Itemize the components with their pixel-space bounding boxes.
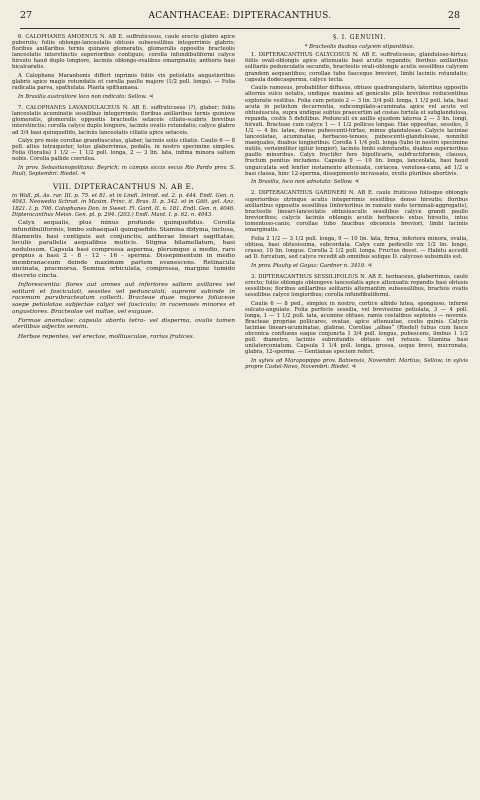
genus-characters: Calyx aequalis, plus minus profunde quinquefidus. Corolla infundibuliformis, limbo subaequali quinquefido. Stamina didyma, inclusa, filamentis basi contiguis aut conjunctis; antherae lineari sagittatae, loculis parallelis aequalibus muticis. Stigma bilamellatum, basi nodulosum. Capsula basi compressa asperma, plerumque a medio, raro propius a basi 2 - 8 - 12 - 16 - sperma. Dissepimentum in medio membranaceum deinde maximam partem evanescens. Retinacula uncinata, pracmorsa. Semina orbiculata, compressa, margine tumido discreto cincta. (12, 220, 235, 280)
species-2-title: 2. DIPTERACANTHUS GARDNERI N. AB E. (251, 190, 374, 197)
species-1-description: Caulis ramosus, probabiliter diffusus, obtuse quadrangularis, lateribus oppositis alternis sulco notatis, undique maximo ad geniculis pilis brevibus reducentibus exploratis vestitus. Folia cum petiolo 2 — 3 lin. 3/4 poll. longa, 1 1/2 poll. lata, basi acuta in petiolum decurrentia, subcompilato-acuminata apice vel acuto vel obtusiuscula, supra undique subtus praecertim ad costas hirtula et subglandulosa, repanda, costis 5 debilibus. Pedunculi ex axillis ejusdem laterea 2 — 3 lin. longi, hirsuti. Bracteae cum calyce 1 — 1 1/2 pollices longae. Hae oppositae, sessiles, 3 1/2 — 4 lin. latae, dense pubescenti-hirtae, minus glandulosae. Calycis laciniae lanceolatae, acuminatae, herbaceo-tenues, pubescenti-glandulosae, nonnihil inaequales, duabus longioribus. Corolla 1 1/4 poll. longa (tubo in nostro specimine nutilo, verisimiliter igitur longior), laciniis limbi subrotundis, duabus superioribus paullo minoribus. Calyx fructifer fere bipollicaris, subfructiformis, clausus, fructum penitus includens. Capsula 9 — 10 lin. longa, lanceolata, basi haud unguiculata sed leniter instamento attenuata, coriacea, venulosa-cana, ad 1/2 a basi clausa, hinc 12-sperma, dissepimento incrassato, ovulis pluribus abortivis. (245, 85, 468, 177)
running-title: ACANTHACEAE: DIPTERACANTHUS. (148, 11, 332, 21)
species-6-entry (12, 34, 235, 71)
species-1-diagnosis: suffruticosus, glanduloso-hirtus; foliis ovali-oblongis apice attenuatis basi acutis repandis; floribus axillaribus solitariis pedunculatis secundis, bracteolis ovali-oblongis acutis sessilibus calycem grandem aequantibus; corollae tubo fauceque breviori, limbi laciniis rotundatis; capsula dodecasperma, calyce tecta. (245, 52, 468, 83)
species-7-locality: In prov. Sebastianopolitana: Beyrich; in campis siccis secus Rio Pardo prov. S. Pauli, Septembri: Riedel. ♃ (12, 165, 235, 178)
right-page-number: 28 (447, 10, 460, 21)
left-page-number: 27 (20, 10, 33, 21)
species-7-entry (12, 105, 235, 135)
species-1-entry (245, 52, 468, 82)
species-3-diagnosis: herbaceus, glaberrimus, caule erecto; foliis oblongis oblongove lanceolatis apice attenuatis repandis basi obtusis sessilibus; floribus axillaribus solitariis alternantim subsessilibus, bracteis ovatis sessilibus calyce longioribus; corolla infundibuliformi. (245, 273, 468, 299)
species-2-entry (245, 190, 468, 233)
species-7-diagnosis: suffruticosus (?), glaber; foliis lanceolatis acuminatis sessilibus integerrimis; floribus axillaribus ternis quinisve glomeratis, glomerulis oppositis bracteolis setaceis ciliato-scabris brevibus interstinctis; corolla calyce duplo longiore, laciniis ovatis rotundatis; calyce glabro ad 3/4 basi quinquefido, laciniis lanceolatis ciliatis apice setaceis. (12, 105, 235, 136)
genus-formae: Formae anomalae: capsula abortu tetra- vel disperma, ovulis tamen sterilibus adjectis semini. (12, 317, 235, 331)
section-title: §. I. GENUINI. (333, 34, 386, 41)
species-3-description: Caulis 6 — 8 ped., simplex in nostro, cortice albido lutea, spongioso, inferne sulcato-angulate. Folia perfecte sessilia, vel brevissime petiolata, 3 — 4 poll. longa, 1 — 1 1/2 poll. lata, acumine obtuso, ramis costalibus septenis — novenis. Bracteae propriae pollicares, ovatae, apice attenuatae, costis quinis. Calycis laciniae lineari-acuminatae, glabrae. Corollae „albae“ (Riedel) tubus cum fauce obconica confluens eaque conjuncta 1 3/4 poll. longus, pubescens, limbus 1 1/2 poll. diametro, laciniis subrotundis obtusis vel retusis. Stamina basi unilaterconiatum. Capsula 1 1/4 poll. longa, grossa, usque brevi, mucronata, glabra, 12-sperma. — Gentianae speciem refert. (245, 300, 468, 356)
text-columns (12, 34, 468, 792)
species-6-note: A Calophane Maranhonis differt inprimis foliis vix petiolatis angustioribus glabris apice magis rotundatis et corolla paullo majore (1/2 poll. longa). — Folia radicalia parva, spathulata. Planta spithamaea. (12, 73, 235, 92)
species-1-title: 1. DIPTERACANTHUS CALYCOSUS N. AB E. (251, 52, 378, 59)
species-7-title: 7. CALOPHANES LAVANDULACEUS N. AB E. (18, 105, 148, 112)
species-2-description: Folia 2 1/2 — 3 1/2 poll. longa, 9 — 10 lin. lata, firma, inferiora minora, ovalia, obtusa, basi obtusissima, subcordata. Calyx cum pedicello vix 1/2 lin. longo, crasso, 10 lin. longus. Corolla 2 1/2 poll. longa. Fructus deest. — Habitu accedit ad D. furcatum, sed calyce recedit ab omnibus solique D. calycoso subsimilis est. (245, 235, 468, 260)
species-6-diagnosis: suffruticosus, caule erecto glabro apice puberulo; foliis oblongo-lanceolatis obtusis subsessilibus integerrimis glabris; floribus axillaribus ternis quinave glomeratis, glomerulis oppositis bracteolis lanceolatis interstinctis superioribus contiguis; corolla infundibuliformi calyce hirsuto haud duplo longiore, laciniis oblongo-ovalibus emarginatis; antheris basi bicalcaratis. (12, 34, 235, 71)
species-6-locality: In Brasilia australiore loco non indicato: Sellow. ♃ (18, 94, 154, 101)
page-header (20, 10, 460, 29)
genus-herbae: Herbae repentes, vel erectae, molliusculae, rarius frutices. (18, 333, 195, 340)
left-column (12, 34, 235, 792)
species-7-note: Calyx pro mole corollae grandiusculus, glaber, laciniis solis ciliatis. Caulis 6 — 8 poll. altus tetraqueter, totus glaberrimus, pedalis, in nostro specimine simplex. Folia (floralia) 1 1/2 — 1 1/2 poll. longa, 2 — 3 lin. lata, infima minora saltem nobis. Corolla pallide coerulea. (12, 138, 235, 163)
species-2-diagnosis: caule fruticoso foliisque oblongis superioribus utrinque acutis integerrimis sessilibus dense hirsutis; floribus axillaribus oppositis sessilibus (inferioribus in ramulo nudo terminali-aggregatis), bracteolis lineari-lanceolatis obtusiusculis sessilibus calyce grandi paullo brevioribus; calycis laciniis oblongis acutis herbaceis extus hirsutis, intus tomentoso-canis; corollae tubo faucibus obconicis breviori, limbi laciniis emarginatis. (245, 190, 468, 233)
section-subtitle: * Bracteolis duabus calycem stipantibus. (304, 43, 415, 50)
species-3-locality: In sylvis ad Marapopippo prov. Bahiensis, Novembri: Martius, Sellow; in sylvis propre Castel-Novo, Novembri: Riedel. ♃ (245, 358, 468, 371)
genus-title: VIII. DIPTERACANTHUS N. AB E. (52, 182, 195, 192)
species-3-title: 3. DIPTERACANTHUS SESSILIFOLIUS N. AB E. (251, 273, 384, 280)
right-column (245, 34, 468, 792)
species-1-locality: In Brasilia, loco non adnotato: Sellow. ♃ (251, 179, 360, 186)
genus-references: in Wall. pl. As. rar. III. p. 75. et 81. et in Lindl. Introd. ed. 2. p. 444. Endl. Gen. n. 4043. Neowedia Schrad. in Maxim. Princ. it. Bras. II. p. 342. et in Gött. gel. Anz. 1821. I. p. 706. Calophanes Don. in Sweet. Fl. Gard. II. n. 181. Endl. Gen. n. 4046. Dipteracanthus Meisn. Gen. pl. p. 294. (203.) Endl. Mant. I. p. 62. n. 4043. (12, 193, 235, 218)
species-3-entry (245, 274, 468, 298)
species-2-locality: In prov. Piauhy et Goyaz: Gardner n. 3419. ♃ (251, 262, 373, 269)
species-6-title: 6. CALOPHANES AMOENUS N. AB E. (18, 34, 124, 40)
genus-inflorescentia: Inflorescentia: flores aut omnes aut inferiores saltem axillares vel solitarii et fasciculati, sessiles vel pedunculati; supremi subinde in racemum parvibracteatum collecti. Bracteae duae majores foliaceae saepe petiolatae subjectae calyci vel fasciculo; in racemosis minores et angustiores. Bracteolae vel nullae, vel exiguae. (12, 282, 235, 315)
